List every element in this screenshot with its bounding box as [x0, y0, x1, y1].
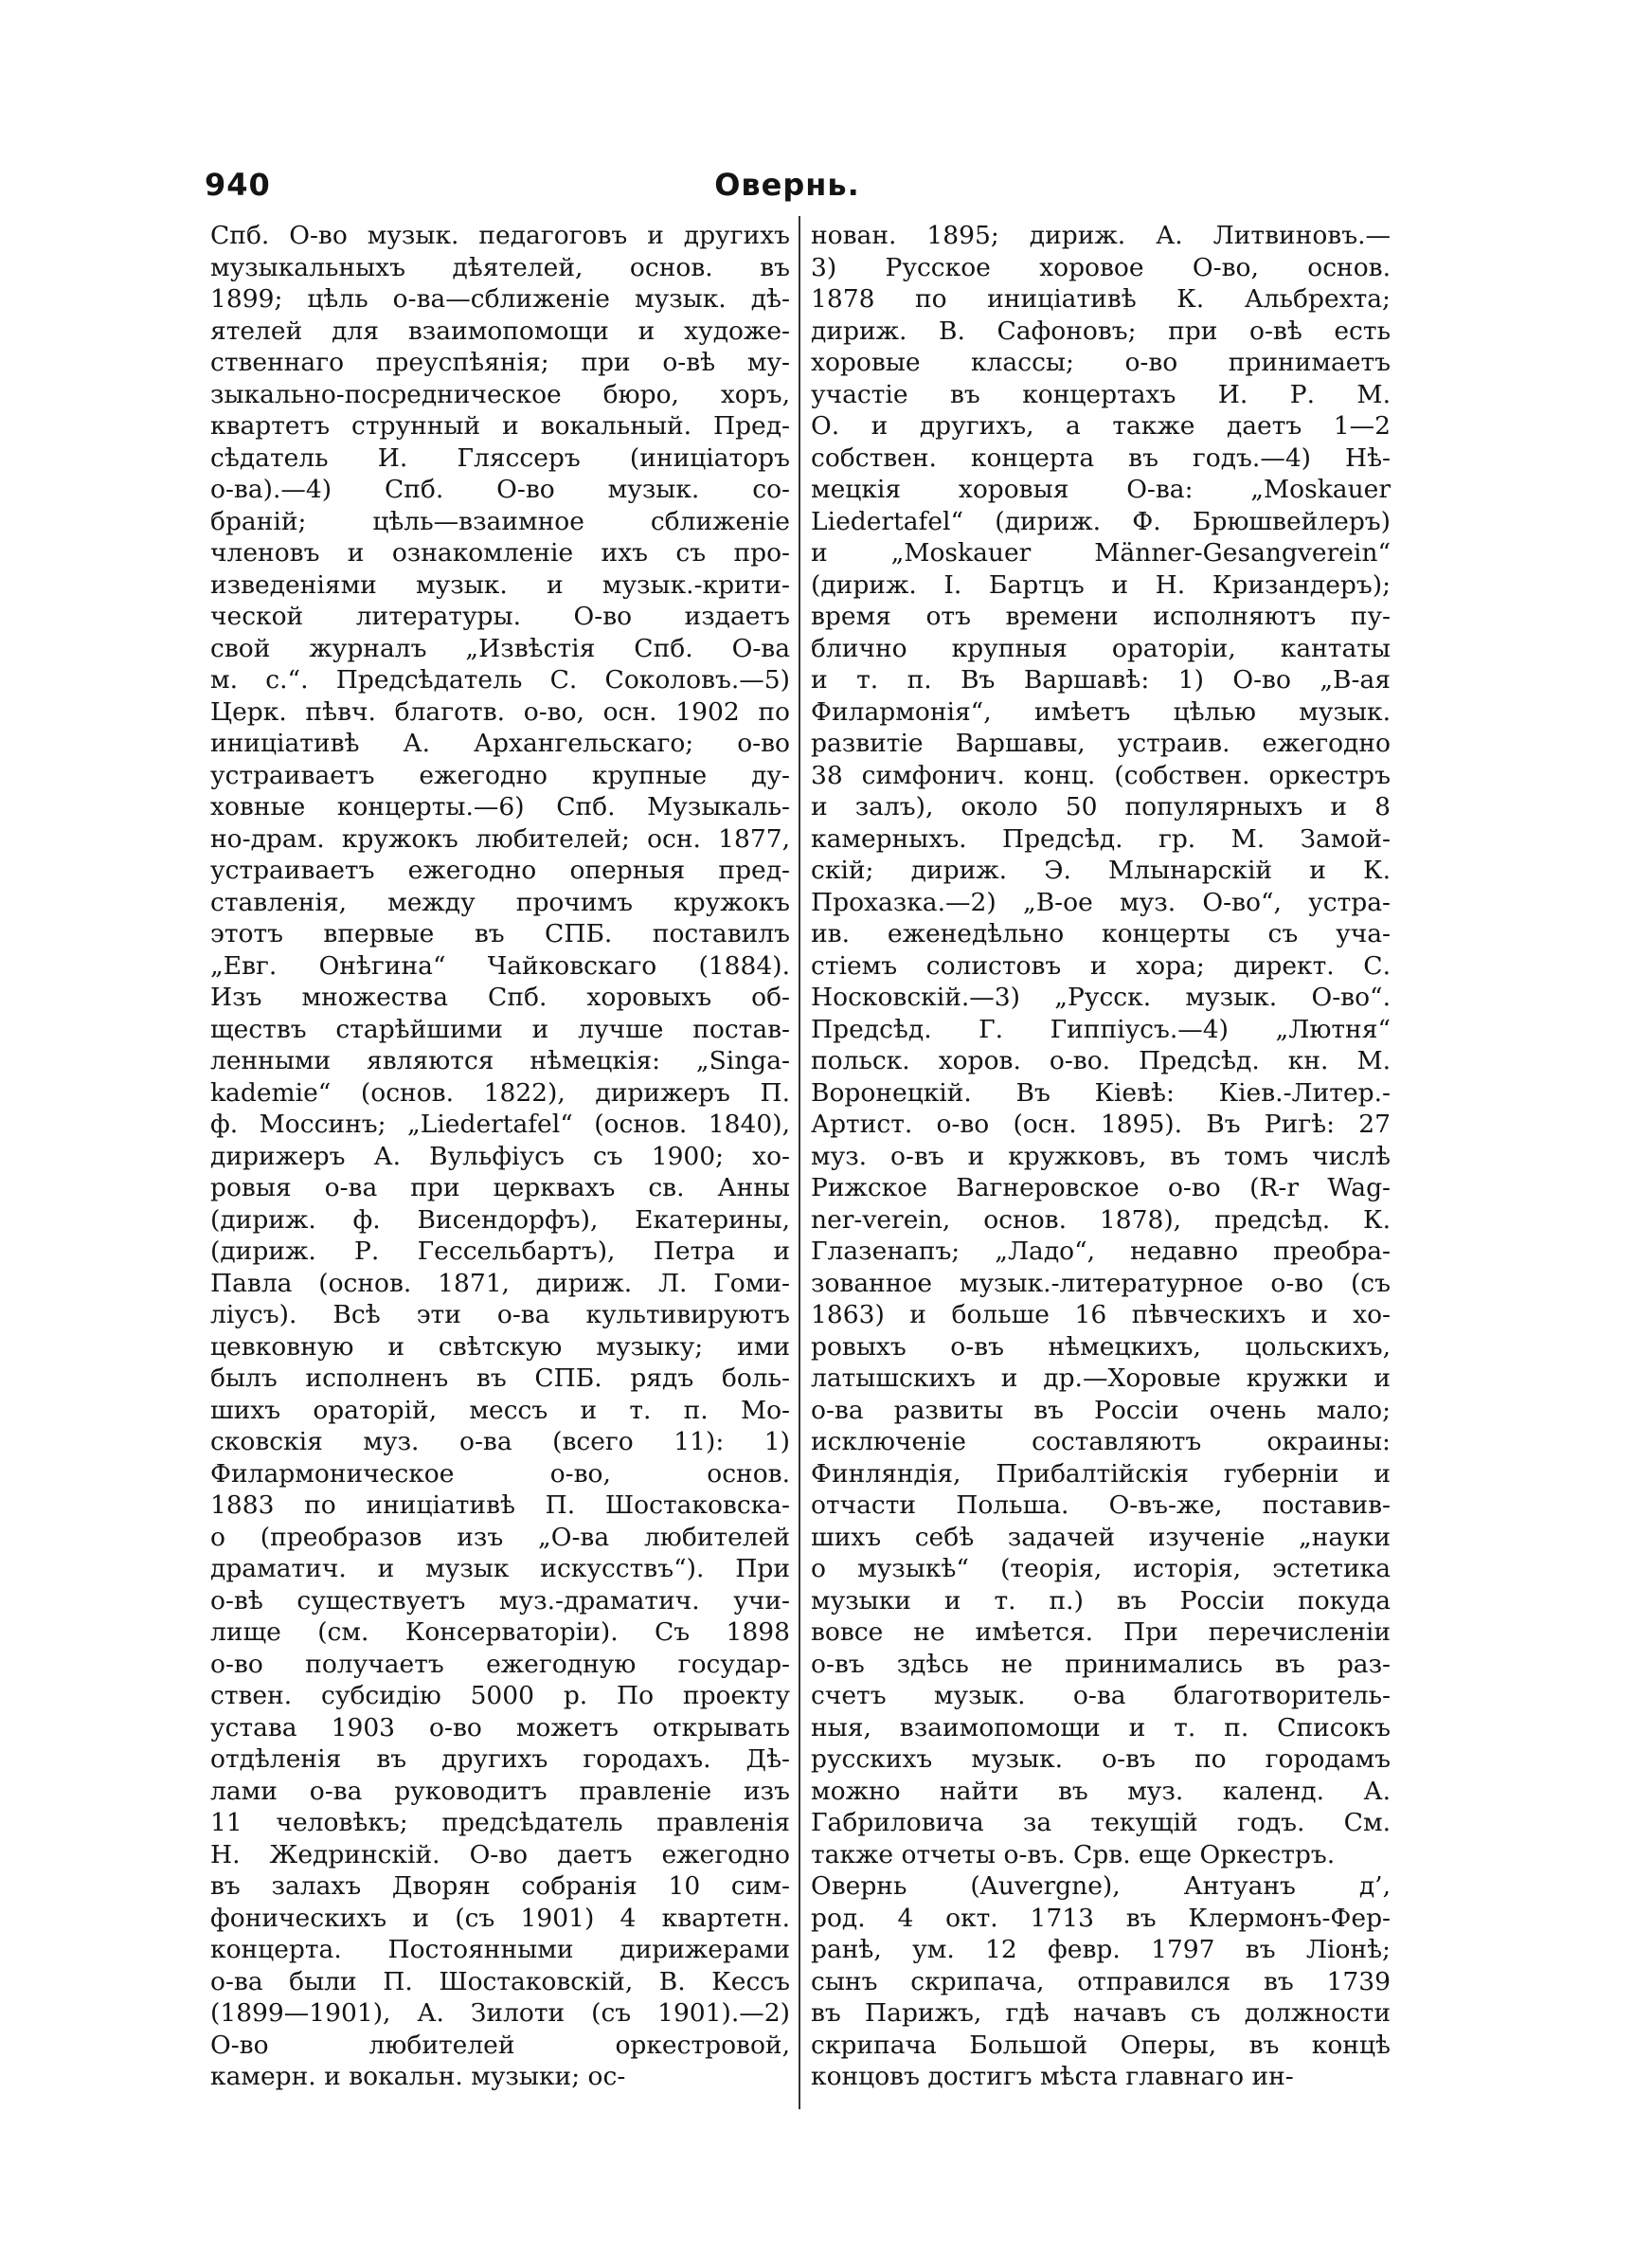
- text-line: и залъ), около 50 популярныхъ и 8: [811, 792, 1391, 822]
- text-line: (дириж. Р. Гессельбартъ), Петра и: [210, 1237, 790, 1266]
- running-head: Овернь.: [714, 167, 860, 203]
- text-line: муз. о-въ и кружковъ, въ томъ числѣ: [811, 1141, 1391, 1171]
- text-line: устраиваетъ ежегодно оперныя пред-: [210, 856, 790, 885]
- text-line: собствен. концерта въ годъ.—4) Нѣ-: [811, 442, 1391, 473]
- text-line: ществъ старѣйшими и лучше постав-: [210, 1014, 790, 1044]
- text-line: 1878 по иниціативѣ К. Альбрехта;: [811, 284, 1391, 314]
- right-column: [811, 220, 1391, 2093]
- text-line: Изъ множества Спб. хоровыхъ об-: [210, 983, 790, 1012]
- text-line: камерныхъ. Предсѣд. гр. М. Замой-: [811, 823, 1391, 854]
- text-line: дириж. В. Сафоновъ; при о-вѣ есть: [811, 316, 1391, 346]
- text-line: ф. Моссинъ; „Liedertafel“ (основ. 1840),: [210, 1110, 790, 1139]
- text-line: Воронецкій. Въ Кіевѣ: Кіев.-Литер.-: [811, 1077, 1391, 1108]
- text-line: о-во получаетъ ежегодную государ-: [210, 1649, 790, 1679]
- text-line: (дириж. ф. Висендорфъ), Екатерины,: [210, 1204, 790, 1235]
- text-line: музыкальныхъ дѣятелей, основ. въ: [210, 252, 790, 282]
- text-line: вовсе не имѣется. При перечисленіи: [811, 1617, 1391, 1647]
- text-line: „Евг. Онѣгина“ Чайковскаго (1884).: [210, 950, 790, 981]
- text-line: Финляндія, Прибалтійскія губерніи и: [811, 1458, 1391, 1489]
- text-line: шихъ ораторій, мессъ и т. п. Мо-: [210, 1395, 790, 1425]
- text-line: род. 4 окт. 1713 въ Клермонъ-Фер-: [811, 1903, 1391, 1933]
- text-line: также отчеты о-въ. Срв. еще Оркестръ.: [811, 1839, 1336, 1869]
- text-line: 1863) и больше 16 пѣвческихъ и хо-: [811, 1300, 1391, 1329]
- text-line: ровыхъ о-въ нѣмецкихъ, цольскихъ,: [811, 1331, 1391, 1362]
- text-line: 3) Русское хоровое О-во, основ.: [811, 252, 1391, 282]
- text-line: 1883 по иниціативѣ П. Шостаковска-: [210, 1490, 790, 1520]
- text-line: сынъ скрипача, отправился въ 1739: [811, 1966, 1391, 1996]
- text-line: изведеніями музык. и музык.-крити-: [210, 569, 790, 600]
- text-line: счетъ музык. о-ва благотворитель-: [811, 1681, 1391, 1710]
- text-line: музыки и т. п.) въ Россіи покуда: [811, 1585, 1391, 1616]
- text-line: концерта. Постоянными дирижерами: [210, 1935, 790, 1964]
- text-line: о-ва развиты въ Россіи очень мало;: [811, 1395, 1391, 1425]
- text-line: устраиваетъ ежегодно крупные ду-: [210, 760, 790, 790]
- text-line: 1899; цѣль о-ва—сближеніе музык. дѣ-: [210, 284, 790, 314]
- text-line: сѣдатель И. Гляссеръ (иниціаторъ: [210, 442, 790, 473]
- text-line: свой журналъ „Извѣстія Спб. О-ва: [210, 633, 790, 663]
- text-line: о-ва).—4) Спб. О-во музык. со-: [210, 475, 790, 504]
- text-line: отчасти Польша. О-въ-же, поставив-: [811, 1490, 1391, 1520]
- text-line: лище (см. Консерваторіи). Съ 1898: [210, 1617, 790, 1647]
- text-line: Филармонія“, имѣетъ цѣлью музык.: [811, 696, 1391, 727]
- text-line: Liedertafel“ (дириж. Ф. Брюшвейлеръ): [811, 506, 1391, 536]
- text-line: ствен. субсидію 5000 р. По проекту: [210, 1681, 790, 1710]
- text-line: этотъ впервые въ СПБ. поставилъ: [210, 919, 790, 948]
- text-line: ятелей для взаимопомощи и художе-: [210, 316, 790, 346]
- text-line: зованное музык.-литературное о-во (съ: [811, 1268, 1391, 1298]
- text-line: скій; дириж. Э. Млынарскій и К.: [811, 856, 1391, 885]
- text-line: время отъ времени исполняютъ пу-: [811, 602, 1391, 631]
- text-line: ner-verein, основ. 1878), предсѣд. К.: [811, 1204, 1391, 1235]
- text-line: ранѣ, ум. 12 февр. 1797 въ Ліонѣ;: [811, 1935, 1391, 1964]
- text-line: скрипача Большой Оперы, въ концѣ: [811, 2030, 1391, 2060]
- text-line: былъ исполненъ въ СПБ. рядъ боль-: [210, 1363, 790, 1393]
- text-line: можно найти въ муз. календ. А.: [811, 1776, 1391, 1806]
- text-line: и т. п. Въ Варшавѣ: 1) О-во „В-ая: [811, 665, 1391, 695]
- text-line: о (преобразов изъ „О-ва любителей: [210, 1522, 790, 1552]
- text-line: Рижское Вагнеровское о-во (R-r Wag-: [811, 1173, 1391, 1202]
- text-line: 38 симфонич. конц. (собствен. оркестръ: [811, 760, 1391, 790]
- text-line: квартетъ струнный и вокальный. Пред-: [210, 411, 790, 441]
- text-line: устава 1903 о-во можетъ открывать: [210, 1712, 790, 1742]
- text-line: ныя, взаимопомощи и т. п. Списокъ: [811, 1712, 1391, 1742]
- text-line: Габриловича за текущій годъ. См.: [811, 1808, 1391, 1837]
- text-line: (1899—1901), А. Зилоти (съ 1901).—2): [210, 1998, 790, 2028]
- text-line: драматич. и музык искусствъ“). При: [210, 1554, 790, 1583]
- text-line: Павла (основ. 1871, дириж. Л. Гоми-: [210, 1268, 790, 1298]
- text-line: ставленія, между прочимъ кружокъ: [210, 887, 790, 917]
- text-line: лами о-ва руководитъ правленіе изъ: [210, 1776, 790, 1806]
- text-line: Прохазка.—2) „В-ое муз. О-во“, устра-: [811, 887, 1391, 917]
- text-line: латышскихъ и др.—Хоровые кружки и: [811, 1363, 1391, 1393]
- text-line: камерн. и вокальн. музыки; ос-: [210, 2062, 626, 2091]
- text-line: м. с.“. Предсѣдатель С. Соколовъ.—5): [210, 665, 790, 695]
- text-line: Церк. пѣвч. благотв. о-во, осн. 1902 по: [210, 696, 790, 727]
- text-line: (дириж. І. Бартцъ и Н. Кризандеръ);: [811, 569, 1391, 600]
- page-header: [205, 167, 1370, 214]
- text-line: О. и другихъ, а также даетъ 1—2: [811, 411, 1391, 441]
- text-line: шихъ себѣ задачей изученіе „науки: [811, 1522, 1391, 1552]
- text-line: въ Парижъ, гдѣ начавъ съ должности: [811, 1998, 1391, 2028]
- left-column: [210, 220, 790, 2093]
- text-line: О-во любителей оркестровой,: [210, 2030, 790, 2060]
- text-line: нован. 1895; дириж. А. Литвиновъ.—: [811, 221, 1391, 250]
- text-line: ческой литературы. О-во издаетъ: [210, 602, 790, 631]
- text-line: ховные концерты.—6) Спб. Музыкаль-: [210, 792, 790, 822]
- text-line: Спб. О-во музык. педагоговъ и другихъ: [210, 221, 790, 250]
- text-line: мецкія хоровыя О-ва: „Moskauer: [811, 475, 1391, 504]
- text-line: kademie“ (основ. 1822), дирижеръ П.: [210, 1077, 790, 1108]
- text-line: о-ва были П. Шостаковскій, В. Кессъ: [210, 1966, 790, 1996]
- page-number: 940: [205, 167, 271, 203]
- text-line: ив. еженедѣльно концерты съ уча-: [811, 919, 1391, 948]
- text-line: членовъ и ознакомленіе ихъ съ про-: [210, 538, 790, 568]
- text-line: стіемъ солистовъ и хора; директ. С.: [811, 950, 1391, 981]
- text-line: развитіе Варшавы, устраив. ежегодно: [811, 729, 1391, 758]
- text-line: но-драм. кружокъ любителей; осн. 1877,: [210, 823, 790, 854]
- text-line: ровыя о-ва при церквахъ св. Анны: [210, 1173, 790, 1202]
- text-line: и „Moskauer Männer-Gesangverein“: [811, 538, 1391, 568]
- text-line: Глазенапъ; „Ладо“, недавно преобра-: [811, 1237, 1391, 1266]
- text-line: хоровые классы; о-во принимаетъ: [811, 348, 1391, 377]
- text-line: исключеніе составляютъ окраины:: [811, 1427, 1391, 1456]
- text-line: о-вѣ существуетъ муз.-драматич. учи-: [210, 1585, 790, 1616]
- text-line: Н. Жедринскій. О-во даетъ ежегодно: [210, 1839, 790, 1869]
- text-line: ліусъ). Всѣ эти о-ва культивируютъ: [210, 1300, 790, 1329]
- text-line: иниціативѣ А. Архангельскаго; о-во: [210, 729, 790, 758]
- text-line: въ залахъ Дворян собранія 10 сим-: [210, 1871, 790, 1901]
- text-line: 11 человѣкъ; предсѣдатель правленія: [210, 1808, 790, 1837]
- text-line: Носковскій.—3) „Русск. музык. О-во“.: [811, 983, 1391, 1012]
- text-line: польск. хоров. о-во. Предсѣд. кн. М.: [811, 1046, 1391, 1075]
- text-line: дирижеръ А. Вульфіусъ съ 1900; хо-: [210, 1141, 790, 1171]
- text-line: блично крупныя ораторіи, кантаты: [811, 633, 1391, 663]
- text-line: Предсѣд. Г. Гиппіусъ.—4) „Лютня“: [811, 1014, 1391, 1044]
- text-line: о музыкѣ“ (теорія, исторія, эстетика: [811, 1554, 1391, 1583]
- text-line: ственнаго преуспѣянія; при о-вѣ му-: [210, 348, 790, 377]
- text-line: сковскія муз. о-ва (всего 11): 1): [210, 1427, 790, 1456]
- text-line: Филармоническое о-во, основ.: [210, 1458, 790, 1489]
- text-line: браній; цѣль—взаимное сближеніе: [210, 506, 790, 536]
- column-divider: [799, 216, 800, 2109]
- text-line: цевковную и свѣтскую музыку; ими: [210, 1331, 790, 1362]
- text-line: участіе въ концертахъ И. Р. М.: [811, 379, 1391, 409]
- text-line: зыкально-посредническое бюро, хоръ,: [210, 379, 790, 409]
- text-line: ленными являются нѣмецкія: „Singa-: [210, 1046, 790, 1075]
- text-line: Овернь (Auvergne), Антуанъ д’,: [811, 1871, 1391, 1901]
- text-line: фоническихъ и (съ 1901) 4 квартетн.: [210, 1903, 790, 1933]
- text-line: концовъ достигъ мѣста главнаго ин-: [811, 2062, 1294, 2091]
- text-line: русскихъ музык. о-въ по городамъ: [811, 1744, 1391, 1774]
- text-line: Артист. о-во (осн. 1895). Въ Ригѣ: 27: [811, 1110, 1391, 1139]
- text-line: о-въ здѣсь не принимались въ раз-: [811, 1649, 1391, 1679]
- text-line: отдѣленія въ другихъ городахъ. Дѣ-: [210, 1744, 790, 1774]
